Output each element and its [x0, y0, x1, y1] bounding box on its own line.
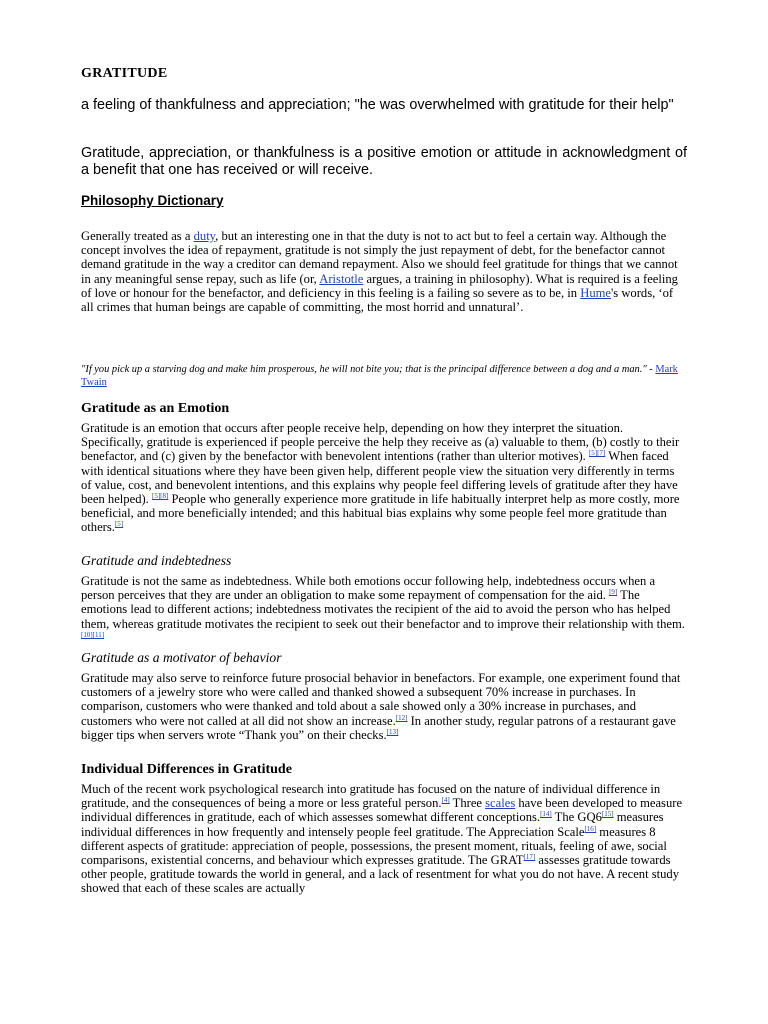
citation-link[interactable]: [5] [588, 449, 598, 458]
hume-link[interactable]: Hume [580, 285, 612, 300]
aristotle-link[interactable]: Aristotle [319, 271, 364, 286]
citation-link[interactable]: [4] [441, 796, 450, 805]
text-run: Generally treated as a [81, 229, 194, 243]
citation-link[interactable]: [5] [151, 492, 161, 501]
philosophy-dictionary-heading: Philosophy Dictionary [81, 193, 224, 208]
text-run: have been developed to measure individual differences in gratitude, each of which assesses somewhat different conceptions. [81, 796, 683, 825]
motivator-paragraph [81, 671, 687, 742]
individual-differences-paragraph [81, 782, 687, 896]
quote-text: "If you pick up a starving dog and make him prosperous, he will not bite you; that is the principal difference between a dog and a man." [81, 364, 647, 375]
text-run: , but an interesting one in that the duty is not to act but to feel a certain way. Although the concept involves the idea of repayment, gratitude is not simply the just repayment of debt, for the benefactor cannot demand gratitude in the way a creditor can demand repayment. Also we should feel gratitude for things that we cannot in any meaningful sense repay, such as life (or, [81, 229, 678, 286]
heading-gratitude-indebtedness: Gratitude and indebtedness [81, 553, 232, 568]
citation-link[interactable]: [17] [523, 853, 536, 862]
text-run: Gratitude is an emotion that occurs after people receive help, depending on how they interpret the situation. Specifically, gratitude is experienced if people perceive the help they receive as (a) valuable to them, (b) costly to their benefactor, and (c) given by the benefactor with benevolent intentions (rather than ulterior motives). [81, 421, 680, 464]
citation-link[interactable]: [10] [81, 630, 93, 639]
text-run: Much of the recent work psychological research into gratitude has focused on the nature of individual difference in gratitude, and the consequences of being a more or less grateful person. [81, 782, 661, 811]
citation-link[interactable]: [12] [395, 713, 408, 722]
heading-gratitude-emotion: Gratitude as an Emotion [81, 401, 230, 416]
text-run: When faced with identical situations where they have been given help, different people view the situation very differently in terms of value, cost, and benevolent intentions, and this explains why people feel differing levels of gratitude after they have been helped). [81, 449, 678, 507]
quote-dash: - [646, 364, 656, 375]
text-run: argues, a training in philosophy). What is required is a feeling of love or honour for the benefactor, and deficiency in this feeling is a failing so severe as to be, in [81, 271, 678, 300]
mark-twain-link[interactable]: Mark Twain [81, 364, 678, 388]
heading-individual-differences: Individual Differences in Gratitude [81, 762, 292, 777]
citation-link[interactable]: [7] [597, 449, 606, 458]
definition-text: a feeling of thankfulness and appreciation; "he was overwhelmed with gratitude for their help" [81, 97, 674, 113]
text-run: measures 8 different aspects of gratitude: appreciation of people, possessions, the present moment, rituals, feeling of awe, social comparisons, existential concerns, and behaviour which expresses gratitude. The GRAT [81, 824, 667, 868]
text-run: 's words, ‘of all crimes that human beings are capable of committing, the most horrid and unnatural’. [81, 285, 674, 315]
text-run: The emotions lead to different actions; indebtedness motivates the recipient of the aid to avoid the person who has helped them, whereas gratitude motivates the recipient to seek out their benefactor and to improve their relationship with them. [81, 588, 685, 631]
text-run: measures individual differences in how frequently and intensely people feel gratitude. The Appreciation Scale [81, 810, 664, 839]
page-title: GRATITUDE [81, 66, 168, 81]
citation-link[interactable]: [8] [160, 492, 169, 501]
citation-link[interactable]: [11] [92, 630, 105, 639]
citation-link[interactable]: [9] [609, 588, 618, 597]
heading-gratitude-motivator: Gratitude as a motivator of behavior [81, 650, 282, 665]
description-text: Gratitude, appreciation, or thankfulness is a positive emotion or attitude in acknowledgment of a benefit that one has received or will receive. [81, 145, 687, 178]
text-run: Gratitude is not the same as indebtedness. While both emotions occur following help, indebtedness occurs when a person perceives that they are under an obligation to make some repayment of compensation for the aid. [81, 574, 656, 603]
duty-link[interactable]: duty [193, 229, 216, 243]
text-run: In another study, regular patrons of a restaurant gave bigger tips when servers wrote “Thank you” on their checks. [81, 713, 676, 742]
text-run: assesses gratitude towards other people, gratitude towards the world in general, and a lack of resentment for what you do not have. A recent study showed that each of these scales are actually [81, 853, 680, 896]
emotion-paragraph [81, 421, 687, 535]
citation-link[interactable]: [14] [540, 810, 552, 819]
indebtedness-paragraph [81, 574, 687, 645]
citation-link[interactable]: [16] [584, 824, 597, 833]
text-run: Three [449, 796, 486, 811]
text-run: The GQ6 [551, 810, 602, 825]
text-run: People who generally experience more gratitude in life habitually interpret help as more costly, more beneficial, and more beneficially intended; and this habitual bias explains why some people feel more gratitude than others. [81, 492, 680, 535]
scales-link[interactable]: scales [485, 796, 516, 811]
philosophy-paragraph [81, 229, 687, 314]
citation-link[interactable]: [13] [386, 727, 399, 736]
twain-quote [81, 363, 687, 389]
citation-link[interactable]: [5] [114, 520, 124, 529]
text-run: Gratitude may also serve to reinforce future prosocial behavior in benefactors. For example, one experiment found that customers of a jewelry store who were called and thanked showed a subsequent 70% increase in purchases. In comparison, customers who were thanked and told about a sale showed only a 30% increase in purchases, and customers who were not called at all did not show an increase. [81, 671, 681, 728]
citation-link[interactable]: [15] [601, 810, 614, 819]
